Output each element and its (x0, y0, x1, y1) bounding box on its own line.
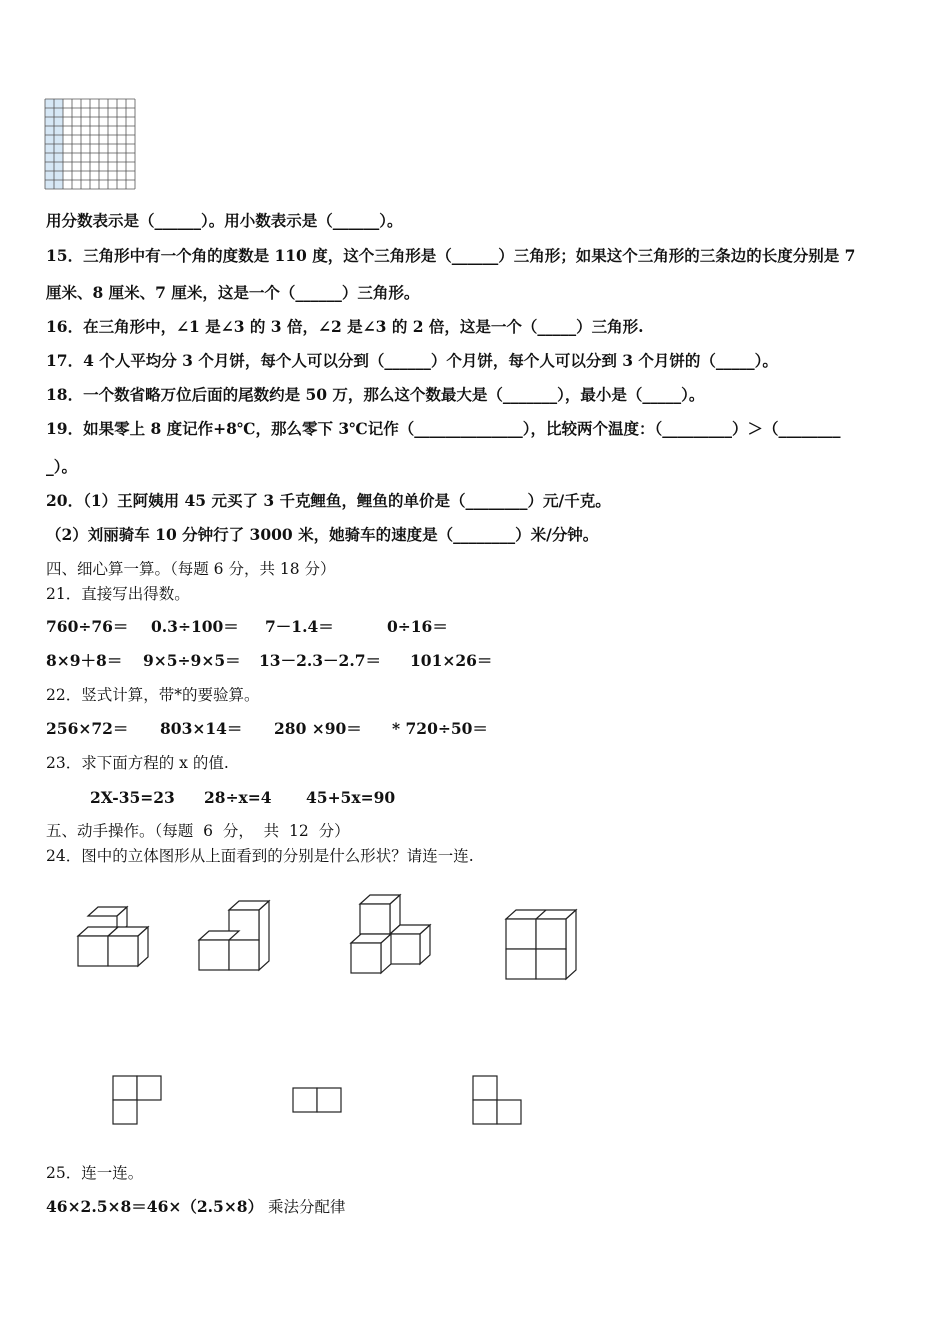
top-view-1 (113, 1076, 161, 1124)
calc-item: 0÷16＝ (387, 617, 448, 636)
calc-item: 280 ×90＝ (274, 719, 362, 738)
solid-2 (199, 901, 269, 970)
q25-title: 25．连一连。 (46, 1164, 144, 1182)
solid-3 (351, 895, 430, 973)
calc-item: 760÷76＝ (46, 617, 129, 636)
calc-item: 8×9＋8＝ (46, 651, 123, 670)
q22-title: 22．竖式计算，带*的要验算。 (46, 686, 260, 704)
calc-item: 101×26＝ (410, 651, 493, 670)
q18: 18．一个数省略万位后面的尾数约是 50 万，那么这个数最大是（_______），最小是（_____）。 (46, 385, 705, 404)
equation-item: 45+5x=90 (306, 788, 396, 807)
q24-title: 24．图中的立体图形从上面看到的分别是什么形状？请连一连. (46, 847, 474, 865)
equation-item: 28÷x=4 (204, 788, 272, 807)
q14-text: 用分数表示是（______）。用小数表示是（______）。 (46, 211, 403, 230)
q20-line2: （2）刘丽骑车 10 分钟行了 3000 米，她骑车的速度是（________）米/分钟。 (46, 525, 599, 544)
calc-item: 0.3÷100＝ (151, 617, 239, 636)
q17: 17．4 个人平均分 3 个月饼，每个人可以分到（______）个月饼，每个人可以分到 3 个月饼的（_____）。 (46, 351, 778, 370)
hundred-grid (45, 99, 136, 190)
q15-line2: 厘米、8 厘米、7 厘米，这是一个（______）三角形。 (46, 283, 420, 302)
q19-line1: 19．如果零上 8 度记作+8℃，那么零下 3℃记作（______________），比较两个温度：（_________）＞（________ (46, 419, 841, 438)
calc-item: 7－1.4＝ (265, 617, 334, 636)
q19-line2: _）。 (46, 457, 78, 476)
solid-1 (78, 907, 148, 966)
section-5-title: 五、动手操作。（每题 6 分， 共 12 分） (46, 822, 350, 840)
top-view-shapes (0, 1070, 950, 1130)
top-view-2 (293, 1088, 341, 1112)
top-view-3 (473, 1076, 521, 1124)
q23-title: 23．求下面方程的 x 的值. (46, 754, 229, 772)
calc-item: 256×72＝ (46, 719, 129, 738)
calc-item: * 720÷50＝ (392, 719, 488, 738)
solid-figures (0, 880, 950, 1000)
calc-item: 803×14＝ (160, 719, 243, 738)
calc-item: 9×5÷9×5＝ (143, 651, 241, 670)
equation-item: 2X-35=23 (90, 788, 175, 807)
q20-line1: 20．（1）王阿姨用 45 元买了 3 千克鲤鱼，鲤鱼的单价是（________）元/千克。 (46, 491, 611, 510)
solid-4 (506, 910, 576, 979)
calc-item: 13－2.3－2.7＝ (259, 651, 382, 670)
match-left-item: 46×2.5×8＝46×（2.5×8） (46, 1197, 264, 1216)
q15-line1: 15．三角形中有一个角的度数是 110 度，这个三角形是（______）三角形；如果这个三角形的三条边的长度分别是 7 (46, 246, 856, 265)
section-4-title: 四、细心算一算。（每题 6 分，共 18 分） (46, 560, 336, 578)
q21-title: 21．直接写出得数。 (46, 585, 190, 603)
match-right-item: 乘法分配律 (268, 1198, 346, 1216)
q16: 16．在三角形中，∠1 是∠3 的 3 倍，∠2 是∠3 的 2 倍，这是一个（_____）三角形. (46, 317, 644, 336)
